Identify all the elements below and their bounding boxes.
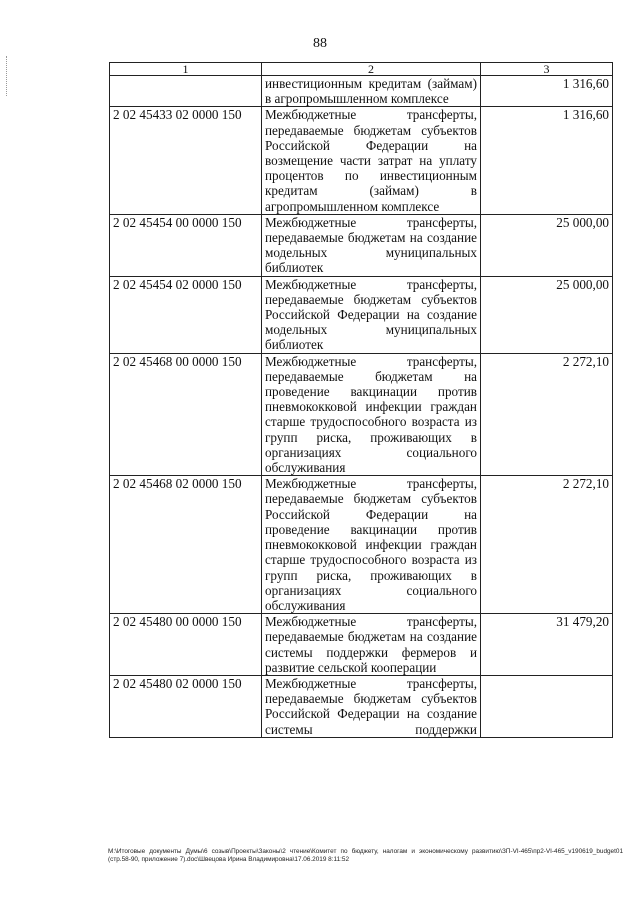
table-header-row <box>110 63 613 76</box>
row-amount: 25 000,00 <box>481 276 613 353</box>
row-name: Межбюджетные трансферты, передаваемые бюджетам субъектов Российской Федерации на создание модельных муниципальных библиотек <box>262 276 481 353</box>
column-header-code: 1 <box>110 63 262 76</box>
table-row <box>110 476 613 614</box>
row-code: 2 02 45433 02 0000 150 <box>110 107 262 214</box>
table-row <box>110 276 613 353</box>
row-amount: 31 479,20 <box>481 614 613 676</box>
row-code: 2 02 45454 00 0000 150 <box>110 214 262 276</box>
table-row <box>110 214 613 276</box>
row-amount: 1 316,60 <box>481 76 613 107</box>
table-row <box>110 614 613 676</box>
row-code: 2 02 45480 02 0000 150 <box>110 675 262 737</box>
row-code: 2 02 45468 00 0000 150 <box>110 353 262 476</box>
row-code: 2 02 45454 02 0000 150 <box>110 276 262 353</box>
page-number: 88 <box>313 36 327 51</box>
row-code <box>110 76 262 107</box>
row-name: Межбюджетные трансферты, передаваемые бюджетам на проведение вакцинации против пневмококковой инфекции граждан старше трудоспособного возраста из групп риска, проживающих в организациях социального обслуживания <box>262 353 481 476</box>
row-code: 2 02 45480 00 0000 150 <box>110 614 262 676</box>
table-row <box>110 107 613 214</box>
budget-table <box>109 62 613 738</box>
row-amount <box>481 675 613 737</box>
row-name: Межбюджетные трансферты, передаваемые бюджетам субъектов Российской Федерации на создание системы поддержки <box>262 675 481 737</box>
table-row <box>110 76 613 107</box>
table-row <box>110 675 613 737</box>
table-row <box>110 353 613 476</box>
row-amount: 25 000,00 <box>481 214 613 276</box>
row-code: 2 02 45468 02 0000 150 <box>110 476 262 614</box>
row-amount: 1 316,60 <box>481 107 613 214</box>
row-name: Межбюджетные трансферты, передаваемые бюджетам субъектов Российской Федерации на возмещение части затрат на уплату процентов по инвестиционным кредитам (займам) в агропромышленном комплексе <box>262 107 481 214</box>
row-amount: 2 272,10 <box>481 476 613 614</box>
row-name: инвестиционным кредитам (займам) в агропромышленном комплексе <box>262 76 481 107</box>
row-name: Межбюджетные трансферты, передаваемые бюджетам субъектов Российской Федерации на проведение вакцинации против пневмококковой инфекции граждан старше трудоспособного возраста из групп риска, проживающих в организациях социального обслуживания <box>262 476 481 614</box>
row-amount: 2 272,10 <box>481 353 613 476</box>
footer-file-path: M:\Итоговые документы Думы\6 созыв\Проекты\Законы\2 чтение\Комитет по бюджету, налогам и экономическому развитию\ЗП-VI-465\пр2-VI-465_v190619_budget01 (стр.58-90, приложение 7).doc\Швецова Ирина Владимировна\17.06.2019 8:11:52 <box>108 848 623 864</box>
column-header-amount: 3 <box>481 63 613 76</box>
margin-mark <box>6 56 8 96</box>
row-name: Межбюджетные трансферты, передаваемые бюджетам на создание модельных муниципальных библиотек <box>262 214 481 276</box>
row-name: Межбюджетные трансферты, передаваемые бюджетам на создание системы поддержки фермеров и развитие сельской кооперации <box>262 614 481 676</box>
column-header-name: 2 <box>262 63 481 76</box>
